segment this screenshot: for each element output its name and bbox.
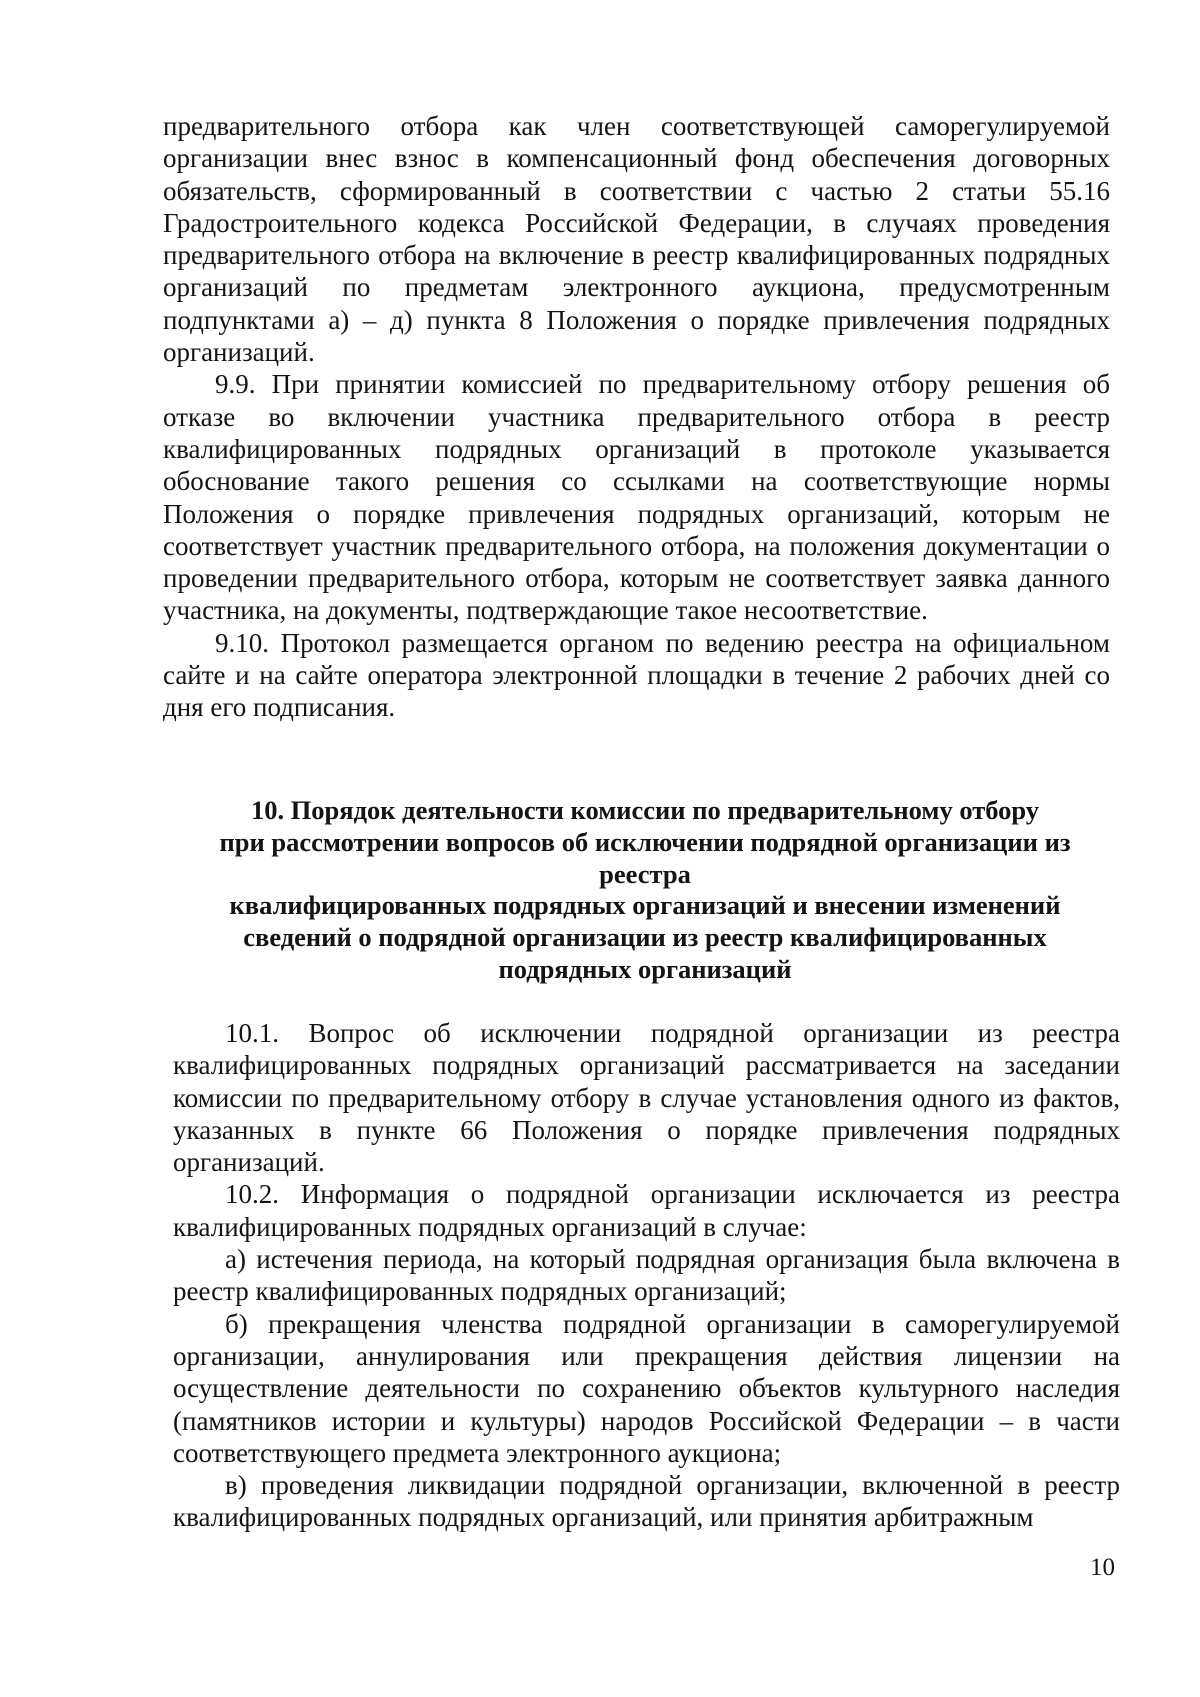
paragraph-10-2: 10.2. Информация о подрядной организации исключается из реестра квалифицированных подрядных организаций в случае: (173, 1179, 1120, 1242)
list-item-a: а) истечения периода, на который подрядная организация была включена в реестр квалифицированных подрядных организаций; (173, 1244, 1120, 1307)
section-10-heading (170, 795, 1120, 986)
paragraph-10-1: 10.1. Вопрос об исключении подрядной организации из реестра квалифицированных подрядных организаций рассматривается на заседании комиссии по предварительному отбору в случае установления одного из фактов, указанных в пункте 66 Положения о порядке привлечения подрядных организаций. (173, 1018, 1120, 1178)
section-10-text-block (173, 1017, 1120, 1534)
top-text-block (163, 110, 1110, 724)
heading-line: при рассмотрении вопросов об исключении подрядной организации из (219, 826, 1071, 857)
heading-line: квалифицированных подрядных организаций и внесении изменений (229, 890, 1061, 921)
list-item-b: б) прекращения членства подрядной организации в саморегулируемой организации, аннулирования или прекращения действия лицензии на осуществление деятельности по сохранению объектов культурного наследия (памятников истории и культуры) народов Российской Федерации – в части соответствующего предмета электронного аукциона; (173, 1308, 1120, 1468)
paragraph-9-9: 9.9. При принятии комиссией по предварительному отбору решения об отказе во включении участника предварительного отбора в реестр квалифицированных подрядных организаций в протоколе указывается обоснование такого решения со ссылками на соответствующие нормы Положения о порядке привлечения подрядных организаций, которым не соответствует участник предварительного отбора, на положения документации о проведении предварительного отбора, которым не соответствует заявка данного участника, на документы, подтверждающие такое несоответствие. (163, 369, 1110, 626)
heading-line: реестра (599, 858, 691, 889)
heading-line: сведений о подрядной организации из реестр квалифицированных (243, 922, 1047, 953)
heading-line: 10. Порядок деятельности комиссии по предварительному отбору (250, 795, 1040, 825)
paragraph-9-10: 9.10. Протокол размещается органом по ведению реестра на официальном сайте и на сайте оператора электронной площадки в течение 2 рабочих дней со дня его подписания. (163, 627, 1110, 723)
heading-line: подрядных организаций (498, 953, 792, 984)
list-item-v: в) проведения ликвидации подрядной организации, включенной в реестр квалифицированных подрядных организаций, или принятия арбитражным (173, 1470, 1120, 1533)
page-number: 10 (1090, 1554, 1115, 1581)
paragraph-continuation: предварительного отбора как член соответствующей саморегулируемой организации внес взнос в компенсационный фонд обеспечения договорных обязательств, сформированный в соответствии с частью 2 статьи 55.16 Градостроительного кодекса Российской Федерации, в случаях проведения предварительного отбора на включение в реестр квалифицированных подрядных организаций по предметам электронного аукциона, предусмотренным подпунктами а) – д) пункта 8 Положения о порядке привлечения подрядных организаций. (163, 111, 1110, 368)
